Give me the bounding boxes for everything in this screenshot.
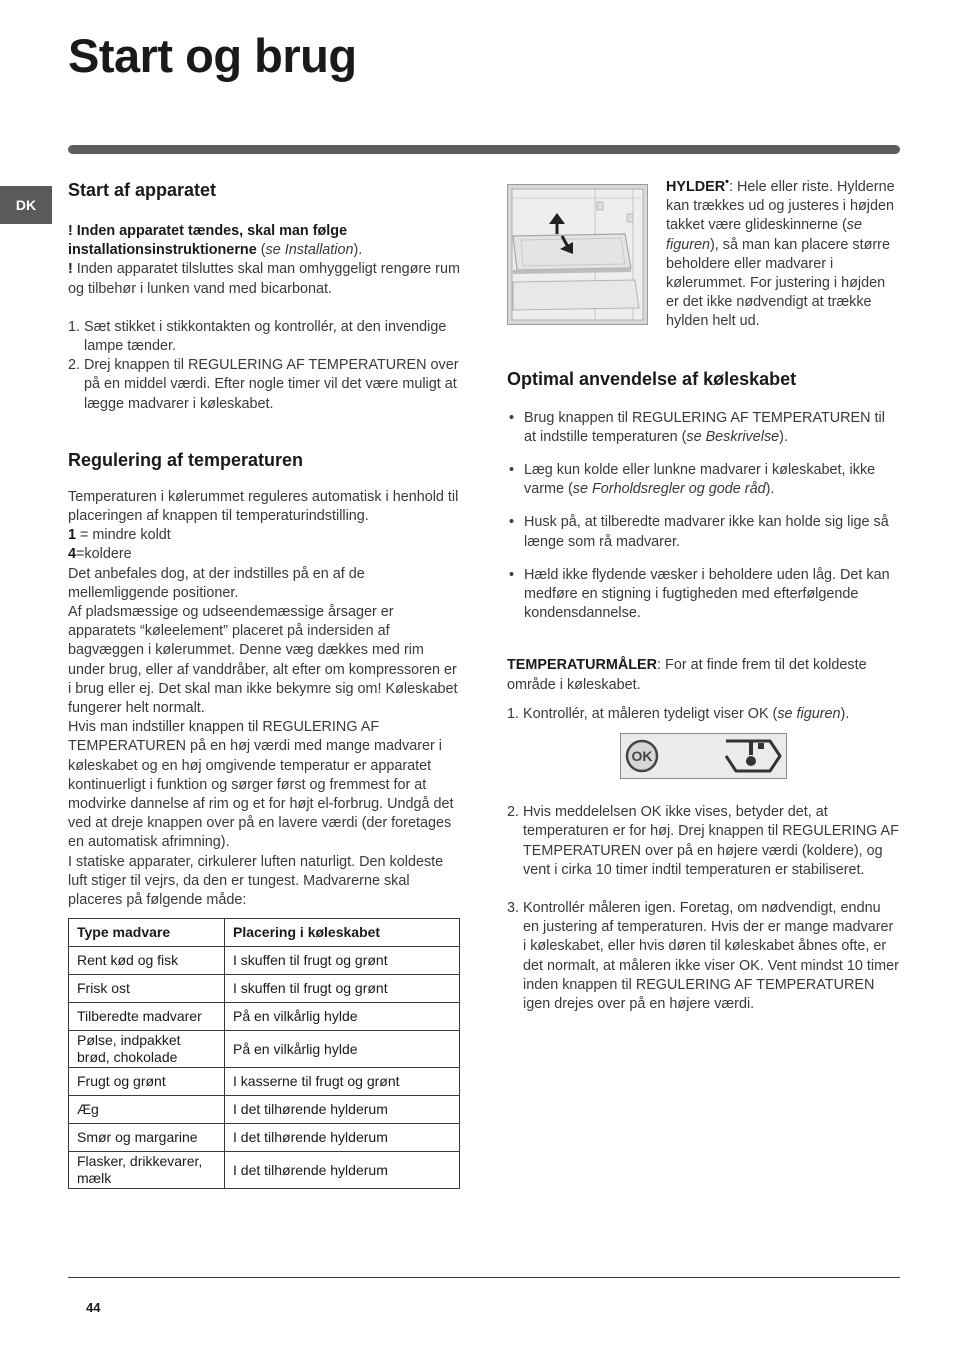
food-placement: I skuffen til frugt og grønt bbox=[225, 947, 460, 975]
ok-label: OK bbox=[631, 748, 653, 765]
list-item: • Hæld ikke flydende væsker i beholdere uden låg. Det kan medføre en stigning i fugtigheden med efterfølgende kondensdannelse. bbox=[507, 566, 900, 624]
table-row bbox=[69, 1003, 460, 1031]
thermometer-steps bbox=[507, 705, 900, 724]
food-type: Rent kød og fisk bbox=[69, 947, 225, 975]
column-header-type: Type madvare bbox=[69, 919, 225, 947]
list-item: • Læg kun kolde eller lunkne madvarer i køleskabet, ikke varme (se Forholdsregler og gode råd). bbox=[507, 461, 900, 499]
table-row bbox=[69, 1152, 460, 1189]
food-type: Flasker, drikkevarer, mælk bbox=[69, 1152, 225, 1189]
food-placement: I kasserne til frugt og grønt bbox=[225, 1068, 460, 1096]
food-placement: I det tilhørende hylderum bbox=[225, 1096, 460, 1124]
shelf-illustration bbox=[507, 184, 648, 325]
start-steps bbox=[68, 318, 460, 414]
food-type: Æg bbox=[69, 1096, 225, 1124]
food-type: Tilberedte madvarer bbox=[69, 1003, 225, 1031]
list-item: 2. Drej knappen til REGULERING AF TEMPERATUREN over på en middel værdi. Efter nogle timer vil det være muligt at lægge madvarer i køleskabet. bbox=[68, 357, 459, 412]
table-row bbox=[69, 1031, 460, 1068]
table-row bbox=[69, 1068, 460, 1096]
food-type: Smør og margarine bbox=[69, 1124, 225, 1152]
thermometer-description: TEMPERATURMÅLER: For at finde frem til det koldeste område i køleskabet. bbox=[507, 657, 867, 693]
shelves-description: HYLDER•: Hele eller riste. Hylderne kan trækkes ud og justeres i højden takket være glideskinnerne (se figuren), så man kan placere større beholdere eller madvarer i kølerummet. For justering i højden er det ikke nødvendigt at trække hylden helt ud. bbox=[666, 176, 895, 330]
list-item: 2. Hvis meddelelsen OK ikke vises, betyder det, at temperaturen er for høj. Drej knappen til REGULERING AF TEMPERATUREN over på en højere værdi (koldere), og vent i cirka 10 timer indtil temperaturen er stabiliseret. bbox=[507, 804, 899, 878]
food-placement: På en vilkårlig hylde bbox=[225, 1003, 460, 1031]
scale-max: 4=koldere bbox=[68, 546, 132, 563]
temperature-intro: Temperaturen i kølerummet reguleres automatisk i henhold til placeringen af knappen til temperaturindstilling. bbox=[68, 488, 459, 525]
food-placement: I det tilhørende hylderum bbox=[225, 1152, 460, 1189]
list-item: • Brug knappen til REGULERING AF TEMPERATUREN til at indstille temperaturen (se Beskrivelse). bbox=[507, 409, 900, 447]
food-type: Pølse, indpakket brød, chokolade bbox=[69, 1031, 225, 1068]
right-column bbox=[507, 178, 900, 1014]
food-placement: I skuffen til frugt og grønt bbox=[225, 975, 460, 1003]
page-title: Start og brug bbox=[68, 29, 357, 82]
list-item: 1. Kontrollér, at måleren tydeligt viser OK (se figuren). bbox=[507, 705, 850, 722]
list-item: 1. Sæt stikket i stikkontakten og kontrollér, at den invendige lampe tænder. bbox=[68, 318, 447, 355]
table-row bbox=[69, 975, 460, 1003]
thermometer-steps-continued bbox=[507, 803, 900, 1014]
optimal-tips bbox=[507, 409, 900, 624]
title-divider bbox=[68, 145, 900, 154]
food-type: Frugt og grønt bbox=[69, 1068, 225, 1096]
footer-divider bbox=[68, 1277, 900, 1278]
table-row bbox=[69, 1096, 460, 1124]
food-placement: I det tilhørende hylderum bbox=[225, 1124, 460, 1152]
warning-cleaning: ! Inden apparatet tilsluttes skal man omhyggeligt rengøre rum og tilbehør i lunken vand med bicarbonat. bbox=[68, 261, 460, 297]
thermometer-ok-figure bbox=[620, 733, 787, 779]
start-heading: Start af apparatet bbox=[68, 180, 217, 200]
table-row bbox=[69, 947, 460, 975]
table-header-row bbox=[69, 919, 460, 947]
list-item: 3. Kontrollér måleren igen. Foretag, om nødvendigt, endnu en justering af temperaturen. Hvis der er mange madvarer i køleskabet, eller hvis døren til køleskabet åbnes ofte, er det normalt, at måleren ikke viser OK. Vent mindst 10 timer inden knappen til REGULERING AF TEMPERATUREN igen drejes over på en højere værdi. bbox=[507, 900, 899, 1013]
temperature-body: Det anbefales dog, at der indstilles på en af de mellemliggende positioner. Af pladsmæssige og udseendemæssige årsager er apparatets “køleelement” placeret på indersiden af bagvæggen i kølerummet. Denne væg dækkes med rim under brug, eller af vanddråber, alt efter om kompressoren er i brug eller ej. Det skal man ikke bekymre sig om! Køleskabet fungerer helt normalt. Hvis man indstiller knappen til REGULERING AF TEMPERATUREN på en høj værdi med mange madvarer i køleskabet og en høj omgivende temperatur er apparatet kontinuerligt i funktion og sørger først og fremmest for at modvirke dannelse af rim og et for højt el-forbrug. Undgå det ved at dreje knappen over på en lavere værdi (der foretages en automatisk afrimning). I statiske apparater, cirkulerer luften naturligt. Den koldeste luft stiger til vejrs, da den er tungest. Madvarerne skal placeres på følgende måde: bbox=[68, 565, 458, 909]
table-row bbox=[69, 1124, 460, 1152]
page-number: 44 bbox=[86, 1300, 101, 1315]
scale-min: 1 = mindre koldt bbox=[68, 527, 171, 544]
column-header-placement: Placering i køleskabet bbox=[225, 919, 460, 947]
food-placement: På en vilkårlig hylde bbox=[225, 1031, 460, 1068]
food-type: Frisk ost bbox=[69, 975, 225, 1003]
warning-installation: ! Inden apparatet tændes, skal man følge installationsinstruktionerne (se Installation). bbox=[68, 223, 363, 259]
left-column bbox=[68, 178, 460, 1189]
list-item: • Husk på, at tilberedte madvarer ikke kan holde sig lige så længe som rå madvarer. bbox=[507, 513, 900, 551]
food-placement-table bbox=[68, 918, 460, 1189]
language-tab: DK bbox=[0, 186, 52, 224]
temperature-heading: Regulering af temperaturen bbox=[68, 449, 304, 470]
optimal-heading: Optimal anvendelse af køleskabet bbox=[507, 368, 797, 389]
